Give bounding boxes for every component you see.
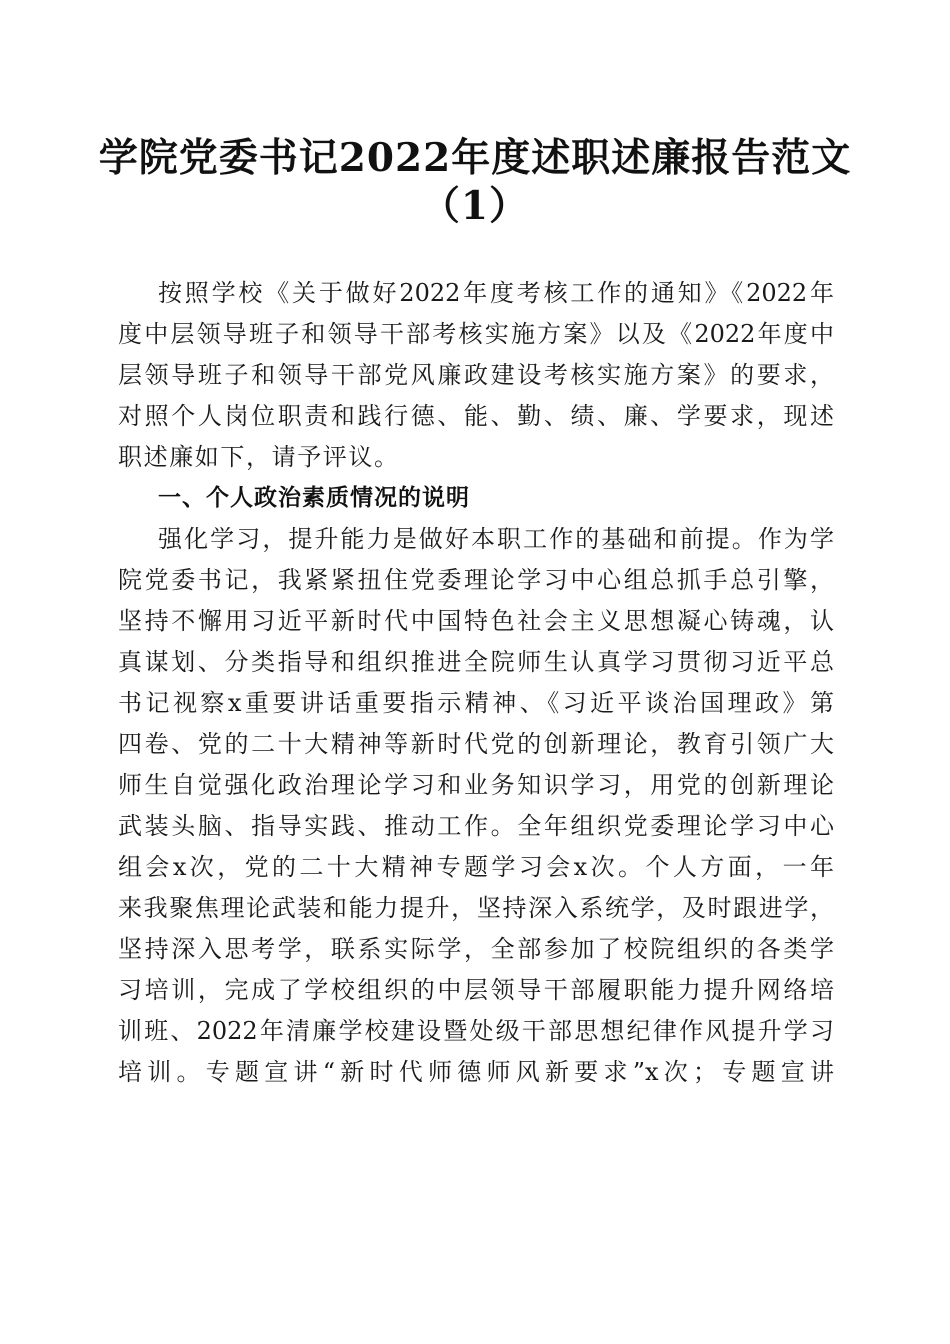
paragraph-line: 真谋划、分类指导和组织推进全院师生认真学习贯彻习近平总 <box>118 648 834 676</box>
document-title: 学院党委书记2022年度述职述廉报告范文 <box>98 135 852 181</box>
paragraph-line: 强化学习，提升能力是做好本职工作的基础和前提。作为学 <box>158 525 834 553</box>
paragraph-line: 师生自觉强化政治理论学习和业务知识学习，用党的创新理论 <box>118 771 834 799</box>
paragraph-line: 习培训，完成了学校组织的中层领导干部履职能力提升网络培 <box>118 976 834 1004</box>
paragraph-line: 组会x次，党的二十大精神专题学习会x次。个人方面，一年 <box>118 853 834 881</box>
intro-line: 对照个人岗位职责和践行德、能、勤、绩、廉、学要求，现述 <box>118 402 834 430</box>
paragraph-line: 来我聚焦理论武装和能力提升，坚持深入系统学，及时跟进学， <box>118 894 834 922</box>
paragraph-line: 坚持深入思考学，联系实际学，全部参加了校院组织的各类学 <box>118 935 834 963</box>
paragraph-line: 培训。专题宣讲“新时代师德师风新要求”x次；专题宣讲 <box>118 1058 834 1086</box>
paragraph-line: 训班、2022年清廉学校建设暨处级干部思想纪律作风提升学习 <box>118 1017 834 1045</box>
document-title-number: （1） <box>420 183 530 229</box>
intro-line: 按照学校《关于做好2022年度考核工作的通知》《2022年 <box>158 279 834 307</box>
section-heading: 一、个人政治素质情况的说明 <box>158 485 470 511</box>
paragraph-line: 坚持不懈用习近平新时代中国特色社会主义思想凝心铸魂，认 <box>118 607 834 635</box>
intro-line: 度中层领导班子和领导干部考核实施方案》以及《2022年度中 <box>118 320 834 348</box>
paragraph-line: 武装头脑、指导实践、推动工作。全年组织党委理论学习中心 <box>118 812 834 840</box>
paragraph-line: 院党委书记，我紧紧扭住党委理论学习中心组总抓手总引擎， <box>118 566 834 594</box>
intro-line: 层领导班子和领导干部党风廉政建设考核实施方案》的要求， <box>118 361 834 389</box>
paragraph-line: 书记视察x重要讲话重要指示精神、《习近平谈治国理政》第 <box>118 689 834 717</box>
document-body <box>118 273 834 1093</box>
intro-line: 职述廉如下，请予评议。 <box>118 443 400 471</box>
paragraph-line: 四卷、党的二十大精神等新时代党的创新理论，教育引领广大 <box>118 730 834 758</box>
